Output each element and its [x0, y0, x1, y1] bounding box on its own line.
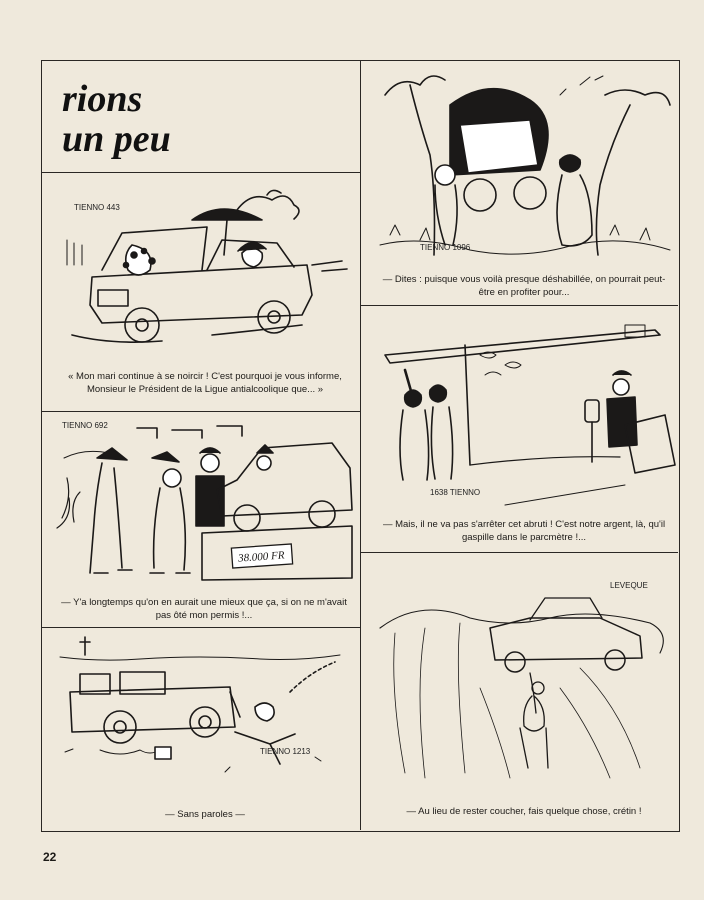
- cartoon-illustration-cliff-car: [380, 558, 670, 788]
- cartoon-caption: — Au lieu de rester coucher, fais quelque chose, crétin !: [406, 806, 642, 817]
- column-divider: [360, 60, 361, 830]
- cartoon-illustration-car-display: [52, 418, 352, 588]
- cartoon-caption: — Mais, il ne va pas s'arrêter cet abruti ! C'est notre argent, là, qu'il gaspille dans le parcmètre !...: [382, 519, 666, 543]
- cartoon-illustration-forest-couple: [380, 65, 670, 265]
- cartoon-caption: « Mon mari continue à se noircir ! C'est pourquoi je vous informe, Monsieur le Président de la Ligue antialcoolique que... »: [68, 371, 342, 395]
- row-divider: [41, 172, 361, 173]
- cartoon-signature: TIENNO 1213: [260, 747, 311, 756]
- cartoon-illustration-husband-car: [62, 185, 352, 360]
- cartoon-signature: TIENNO 1096: [420, 243, 471, 252]
- row-divider: [360, 552, 678, 553]
- cartoon-signature: TIENNO 443: [74, 203, 120, 212]
- price-tag-text: 38.000 FR: [237, 549, 285, 565]
- heading-line-2: un peu: [62, 118, 171, 160]
- row-divider: [41, 627, 361, 628]
- page-number: 22: [43, 850, 57, 864]
- row-divider: [360, 305, 678, 306]
- cartoon-illustration-parking-meter: [385, 315, 675, 515]
- cartoon-caption: — Y'a longtemps qu'on en aurait une mieux que ça, si on ne m'avait pas ôté mon permis !...: [61, 597, 347, 621]
- cartoon-signature: 1638 TIENNO: [430, 488, 481, 497]
- row-divider: [41, 411, 361, 412]
- heading-line-1: rions: [62, 78, 143, 120]
- cartoon-caption: — Dites : puisque vous voilà presque déshabillée, on pourrait peut-être en profiter pour...: [382, 274, 666, 298]
- cartoon-illustration-desert-jeep: [60, 632, 340, 787]
- cartoon-signature: TIENNO 692: [62, 421, 108, 430]
- price-tag: [231, 544, 292, 568]
- cartoon-signature: LEVEQUE: [610, 581, 648, 590]
- page-heading: [62, 80, 302, 158]
- cartoon-caption: — Sans paroles —: [165, 809, 245, 820]
